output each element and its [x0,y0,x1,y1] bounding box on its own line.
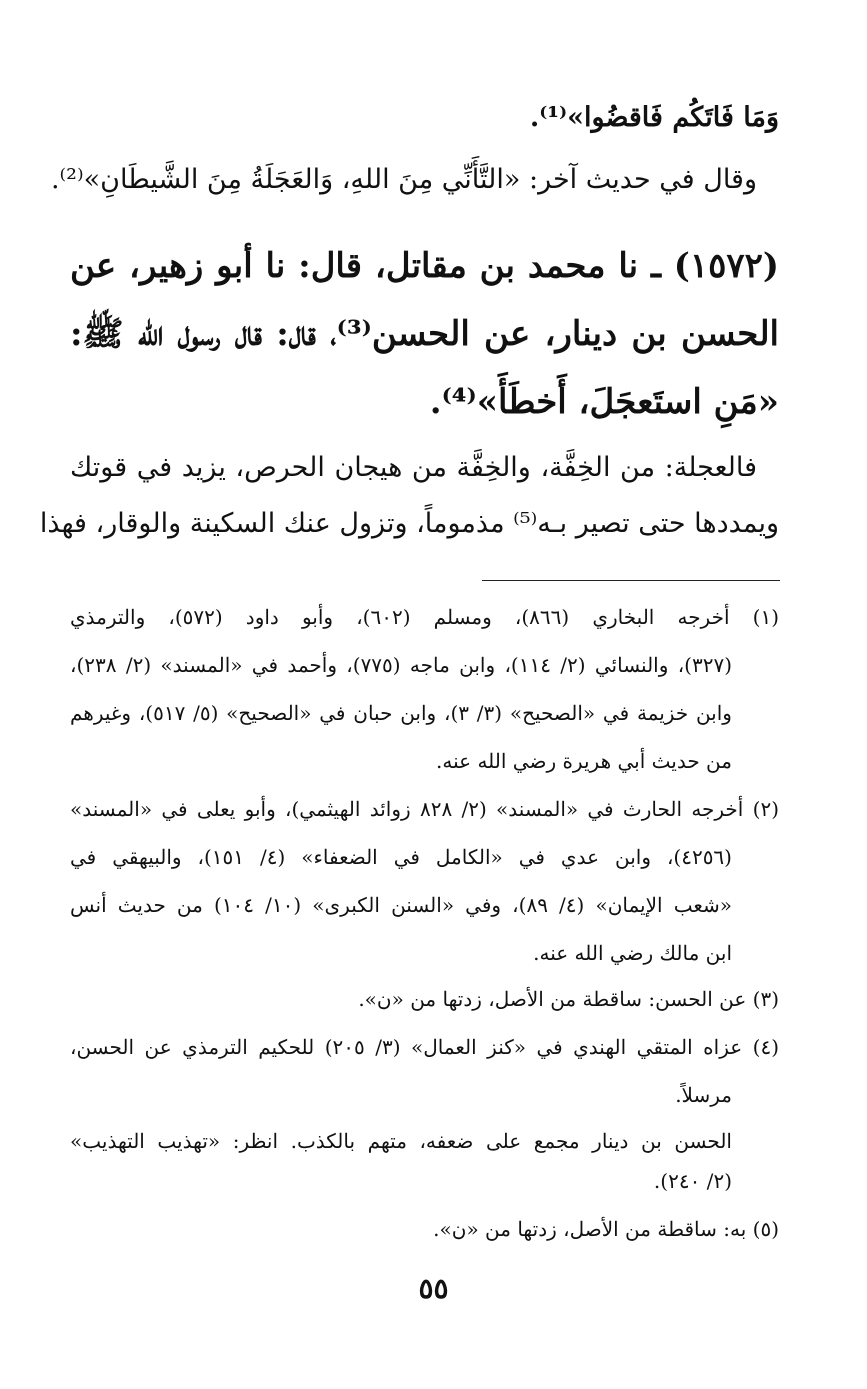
footnote-line: من حديث أبي هريرة رضي الله عنه. [436,749,732,773]
footnote-line: وابن خزيمة في «الصحيح» (٣/ ٣)، وابن حبان في «الصحيح» (٥/ ٥١٧)، وغيرهم [70,701,732,725]
footnote-line: (١) أخرجه البخاري (٨٦٦)، ومسلم (٦٠٢)، وأبو داود (٥٧٢)، والترمذي [70,605,780,629]
footnote-separator [482,580,780,581]
page-number: ٥٥ [418,1272,449,1305]
footnote-line: (٣) عن الحسن: ساقطة من الأصل، زدتها من «ن». [358,987,779,1011]
footnote-line: مرسلاً. [675,1083,732,1107]
footnote-line: (٤) عزاه المتقي الهندي في «كنز العمال» (٣/ ٢٠٥) للحكيم الترمذي عن الحسن، [70,1035,779,1059]
hadith-heading-line: (١٥٧٢) ـ نا محمد بن مقاتل، قال: نا أبو زهير، عن [70,246,779,286]
main-text-line: وقال في حديث آخر: «التَّأَنِّي مِنَ اللهِ، وَالعَجَلَةُ مِنَ الشَّيطَانِ»⁽²⁾. [50,164,757,195]
footnote-line: (٤٢٥٦)، وابن عدي في «الكامل في الضعفاء» (٤/ ١٥١)، والبيهقي في [70,845,732,869]
main-text-line: وَمَا فَاتَكُم فَاقضُوا»⁽¹⁾. [529,102,779,133]
footnote-line: «شعب الإيمان» (٤/ ٨٩)، وفي «السنن الكبرى» (١٠/ ١٠٤) من حديث أنس [70,893,732,917]
main-text-line: ويمددها حتى تصير بـه⁽⁵⁾ مذموماً، وتزول عنك السكينة والوقار، فهذا [39,508,779,539]
footnote-line: (٥) به: ساقطة من الأصل، زدتها من «ن». [433,1217,779,1241]
hadith-text-line: «مَنِ استَعجَلَ، أَخطَأَ»⁽⁴⁾. [429,382,779,422]
footnote-line: (٢/ ٢٤٠). [653,1169,732,1193]
hadith-heading-line: الحسن بن دينار، عن الحسن⁽³⁾، قال: قال رسول الله ﷺ: [70,314,779,354]
main-text-line: فالعجلة: من الخِفَّة، والخِفَّة من هيجان الحرص، يزيد في قوتك [70,452,757,483]
footnote-line: الحسن بن دينار مجمع على ضعفه، متهم بالكذب. انظر: «تهذيب التهذيب» [70,1129,732,1153]
footnote-line: ابن مالك رضي الله عنه. [533,941,732,965]
footnote-line: (٢) أخرجه الحارث في «المسند» (٢/ ٨٢٨ زوائد الهيثمي)، وأبو يعلى في «المسند» [70,797,779,821]
footnote-line: (٣٢٧)، والنسائي (٢/ ١١٤)، وابن ماجه (٧٧٥)، وأحمد في «المسند» (٢/ ٢٣٨)، [70,653,732,677]
